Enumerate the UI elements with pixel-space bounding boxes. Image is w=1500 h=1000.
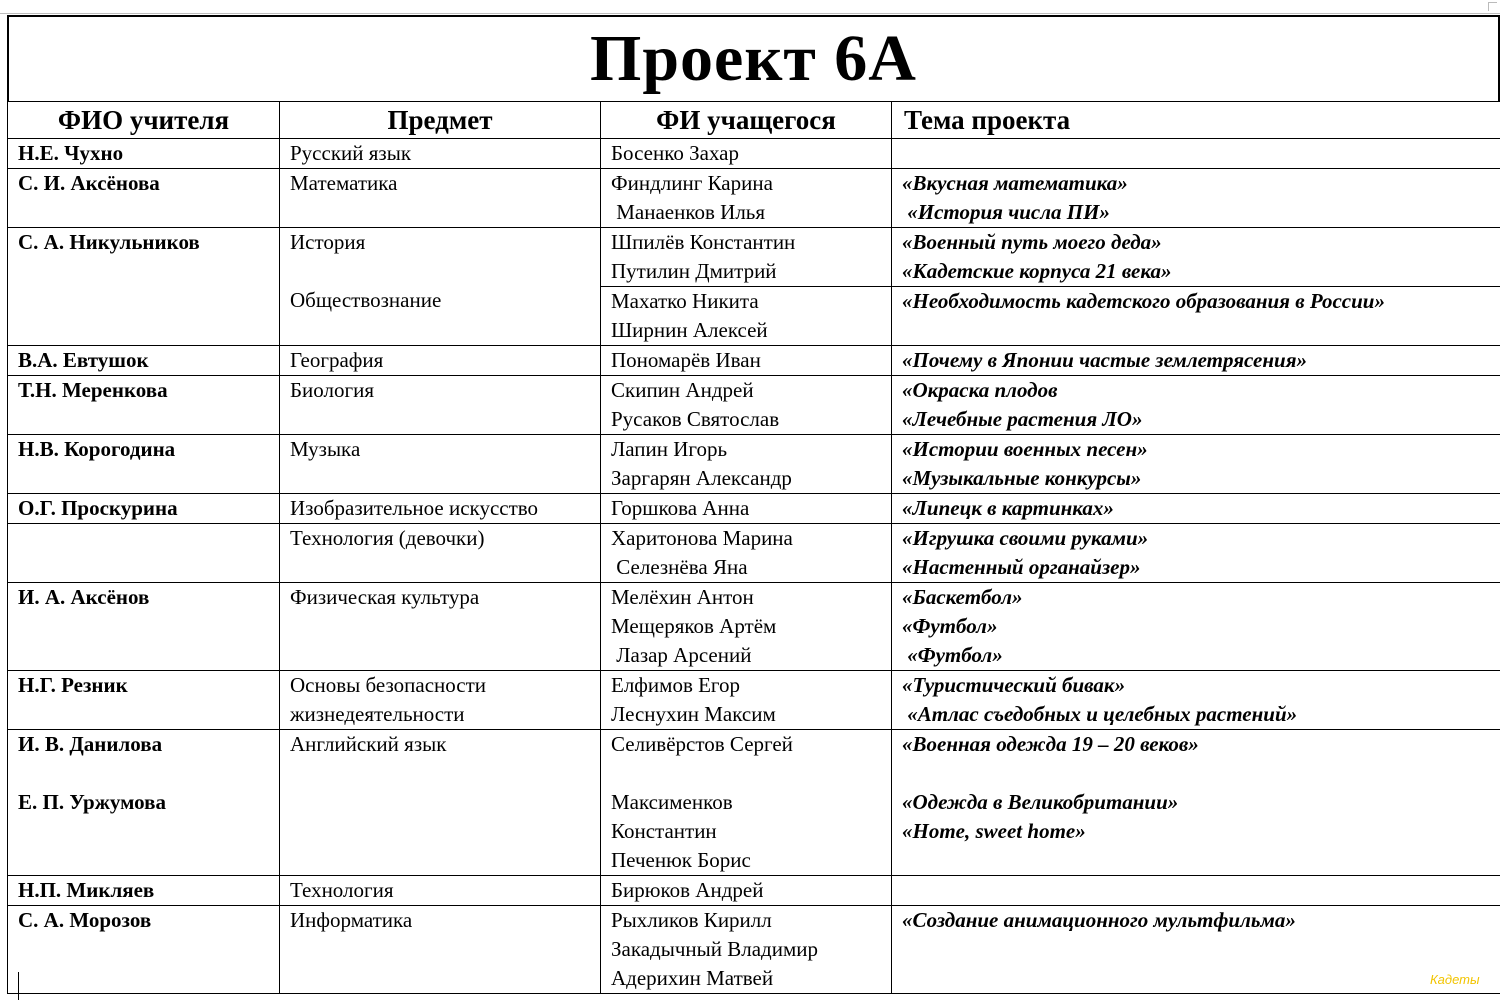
subject-cell	[280, 169, 601, 228]
teacher-cell-line: Е. П. Уржумова	[18, 790, 167, 814]
page-top-rule	[0, 13, 1500, 14]
subject-cell	[280, 228, 601, 346]
page-title: Проект 6А	[590, 22, 917, 95]
table-row	[8, 435, 1500, 494]
table-row	[8, 346, 1500, 376]
table-body	[8, 139, 1500, 994]
teacher-cell-line: В.А. Евтушок	[18, 348, 149, 372]
subject-cell	[280, 906, 601, 994]
subject-cell-line: Информатика	[290, 908, 413, 932]
topic-cell-line: «Туристический бивак»	[902, 673, 1126, 697]
student-cell-line: Мещеряков Артём	[611, 614, 777, 638]
topic-cell-line: «Атлас съедобных и целебных растений»	[902, 702, 1298, 726]
teacher-cell	[8, 346, 280, 376]
student-cell-line: Финдлинг Карина	[611, 171, 773, 195]
subject-cell-line: Технология	[290, 878, 394, 902]
topic-cell	[892, 435, 1500, 494]
subject-cell-line: Английский язык	[290, 732, 447, 756]
title-row	[7, 15, 1500, 101]
teacher-cell-line: И. В. Данилова	[18, 732, 163, 756]
subject-cell-line: Технология (девочки)	[290, 526, 485, 550]
subject-cell	[280, 524, 601, 583]
student-cell-line: Путилин Дмитрий	[611, 259, 777, 283]
student-cell-line: Адерихин Матвей	[611, 966, 774, 990]
teacher-cell-line: О.Г. Проскурина	[18, 496, 178, 520]
student-cell	[601, 906, 892, 994]
subject-cell-line: Изобразительное искусство	[290, 496, 539, 520]
student-cell	[601, 730, 892, 876]
student-cell-line: Максименков	[611, 790, 733, 814]
topic-cell-line: «Футбол»	[902, 643, 1003, 667]
topic-cell	[892, 287, 1500, 346]
topic-cell	[892, 730, 1500, 876]
student-cell	[601, 346, 892, 376]
student-cell-line: Ширнин Алексей	[611, 318, 768, 342]
student-cell-line: Печенюк Борис	[611, 848, 751, 872]
student-cell-line: Горшкова Анна	[611, 496, 750, 520]
subject-cell-line: Обществознание	[290, 288, 442, 312]
table-row	[8, 376, 1500, 435]
topic-cell	[892, 906, 1500, 994]
student-cell	[601, 671, 892, 730]
topic-cell-line: «Необходимость кадетского образования в России»	[902, 289, 1385, 313]
student-cell	[601, 376, 892, 435]
topic-cell	[892, 583, 1500, 671]
subject-cell	[280, 494, 601, 524]
student-cell-line: Бирюков Андрей	[611, 878, 764, 902]
topic-cell-line: «Военная одежда 19 – 20 веков»	[902, 732, 1199, 756]
teacher-cell	[8, 730, 280, 876]
header-subject: Предмет	[280, 102, 601, 139]
header-teacher: ФИО учителя	[8, 102, 280, 139]
topic-cell-line: «Лечебные растения ЛО»	[902, 407, 1143, 431]
student-cell	[601, 169, 892, 228]
topic-cell-line: «Липецк в картинках»	[902, 496, 1114, 520]
topic-cell-line: «Home, sweet home»	[902, 819, 1086, 843]
table-row	[8, 876, 1500, 906]
topic-cell-line	[902, 759, 1500, 788]
teacher-cell	[8, 671, 280, 730]
topic-cell-line: «Истории военных песен»	[902, 437, 1148, 461]
topic-cell-line: «Футбол»	[902, 614, 998, 638]
teacher-cell	[8, 906, 280, 994]
subject-cell	[280, 876, 601, 906]
student-cell-line: Лапин Игорь	[611, 437, 728, 461]
table-row	[8, 671, 1500, 730]
student-cell	[601, 583, 892, 671]
student-cell-line	[611, 759, 891, 788]
student-cell-line: Харитонова Марина	[611, 526, 793, 550]
subject-cell	[280, 376, 601, 435]
student-cell-line: Босенко Захар	[611, 141, 739, 165]
teacher-cell-line: С. И. Аксёнова	[18, 171, 160, 195]
topic-cell	[892, 228, 1500, 287]
student-cell-line: Елфимов Егор	[611, 673, 741, 697]
teacher-cell-line: Т.Н. Меренкова	[18, 378, 168, 402]
topic-cell-line: «Почему в Японии частые землетрясения»	[902, 348, 1308, 372]
topic-cell-line: «Баскетбол»	[902, 585, 1023, 609]
subject-cell-line: Математика	[290, 171, 398, 195]
student-cell-line: Закадычный Владимир	[611, 937, 818, 961]
topic-cell-line: «Одежда в Великобритании»	[902, 790, 1179, 814]
topic-cell	[892, 346, 1500, 376]
subject-cell-line: жизнедеятельности	[290, 702, 465, 726]
topic-cell	[892, 169, 1500, 228]
student-cell	[601, 494, 892, 524]
table-row	[8, 169, 1500, 228]
header-student: ФИ учащегося	[601, 102, 892, 139]
subject-cell-line	[290, 257, 600, 286]
topic-cell	[892, 671, 1500, 730]
watermark: Кадеты	[1430, 972, 1480, 987]
teacher-cell	[8, 139, 280, 169]
subject-cell	[280, 671, 601, 730]
table-row	[8, 730, 1500, 876]
topic-cell-line: «Военный путь моего деда»	[902, 230, 1162, 254]
student-cell	[601, 139, 892, 169]
topic-cell-line: «Создание анимационного мультфильма»	[902, 908, 1296, 932]
teacher-cell	[8, 169, 280, 228]
subject-cell	[280, 346, 601, 376]
subject-cell-line: Русский язык	[290, 141, 412, 165]
teacher-cell	[8, 583, 280, 671]
teacher-cell	[8, 228, 280, 346]
page-corner-mark	[1488, 2, 1497, 11]
subject-cell-line: Основы безопасности	[290, 673, 487, 697]
topic-cell-line: «История числа ПИ»	[902, 200, 1110, 224]
student-cell	[601, 435, 892, 494]
student-cell-line: Рыхликов Кирилл	[611, 908, 772, 932]
table-row	[8, 228, 1500, 287]
student-cell-line: Константин	[611, 819, 717, 843]
header-topic: Тема проекта	[892, 102, 1500, 139]
student-cell-line: Леснухин Максим	[611, 702, 776, 726]
teacher-cell-line: Н.В. Корогодина	[18, 437, 176, 461]
teacher-cell-line: Н.Е. Чухно	[18, 141, 124, 165]
subject-cell-line: История	[290, 230, 366, 254]
topic-cell-line: «Музыкальные конкурсы»	[902, 466, 1142, 490]
student-cell	[601, 287, 892, 346]
page-bottom-tick	[18, 972, 19, 1000]
teacher-cell	[8, 435, 280, 494]
student-cell-line: Селивёрстов Сергей	[611, 732, 793, 756]
header-row	[8, 102, 1500, 139]
teacher-cell-line	[18, 759, 279, 788]
student-cell-line: Заргарян Александр	[611, 466, 792, 490]
student-cell	[601, 876, 892, 906]
topic-cell-line: «Окраска плодов	[902, 378, 1058, 402]
teacher-cell	[8, 376, 280, 435]
student-cell	[601, 228, 892, 287]
topic-cell	[892, 524, 1500, 583]
table-row	[8, 494, 1500, 524]
student-cell-line: Русаков Святослав	[611, 407, 780, 431]
subject-cell	[280, 435, 601, 494]
student-cell	[601, 524, 892, 583]
topic-cell-line: «Кадетские корпуса 21 века»	[902, 259, 1172, 283]
topic-cell	[892, 376, 1500, 435]
topic-cell-line: «Вкусная математика»	[902, 171, 1128, 195]
student-cell-line: Махатко Никита	[611, 289, 759, 313]
topic-cell	[892, 139, 1500, 169]
table-row	[8, 583, 1500, 671]
student-cell-line: Манаенков Илья	[611, 200, 766, 224]
teacher-cell	[8, 876, 280, 906]
teacher-cell-line: Н.Г. Резник	[18, 673, 128, 697]
student-cell-line: Лазар Арсений	[611, 643, 752, 667]
topic-cell	[892, 876, 1500, 906]
subject-cell	[280, 730, 601, 876]
teacher-cell	[8, 494, 280, 524]
subject-cell-line: Музыка	[290, 437, 361, 461]
student-cell-line: Скипин Андрей	[611, 378, 754, 402]
teacher-cell-line: И. А. Аксёнов	[18, 585, 150, 609]
table-row	[8, 906, 1500, 994]
student-cell-line: Мелёхин Антон	[611, 585, 754, 609]
teacher-cell-line: Н.П. Микляев	[18, 878, 155, 902]
subject-cell-line: Биология	[290, 378, 375, 402]
topic-cell	[892, 494, 1500, 524]
subject-cell-line: Физическая культура	[290, 585, 480, 609]
student-cell-line: Пономарёв Иван	[611, 348, 761, 372]
teacher-cell-line: С. А. Никульников	[18, 230, 200, 254]
projects-table	[7, 101, 1500, 994]
table-row	[8, 524, 1500, 583]
teacher-cell-line: С. А. Морозов	[18, 908, 152, 932]
teacher-cell	[8, 524, 280, 583]
subject-cell	[280, 139, 601, 169]
subject-cell	[280, 583, 601, 671]
project-document	[7, 15, 1500, 994]
topic-cell-line: «Игрушка своими руками»	[902, 526, 1149, 550]
student-cell-line: Шпилёв Константин	[611, 230, 796, 254]
topic-cell-line: «Настенный органайзер»	[902, 555, 1141, 579]
student-cell-line: Селезнёва Яна	[611, 555, 748, 579]
table-row	[8, 139, 1500, 169]
subject-cell-line: География	[290, 348, 384, 372]
